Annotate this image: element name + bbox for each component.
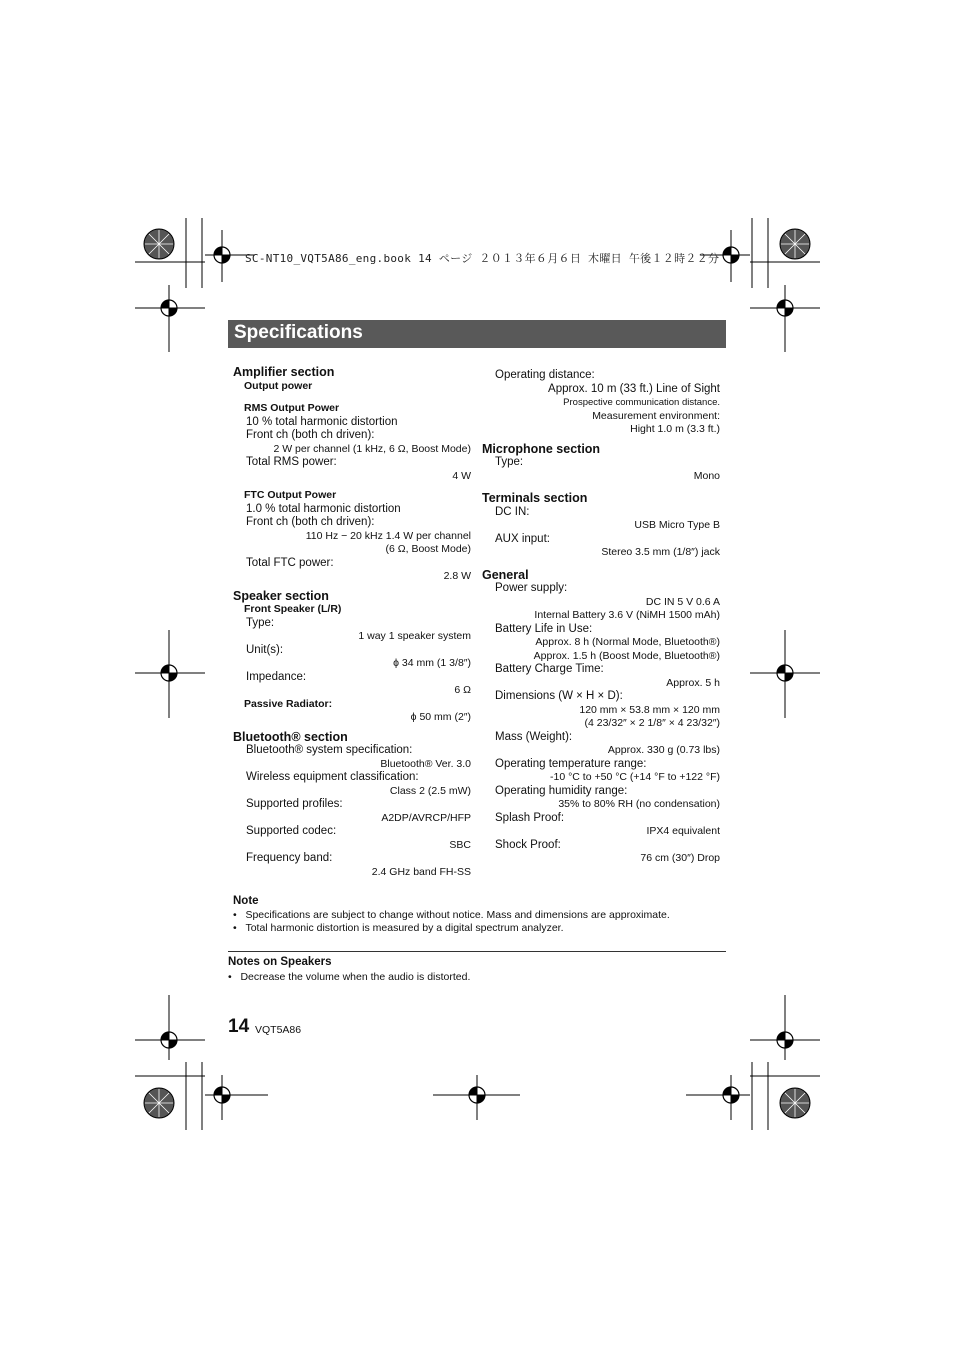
bt-band-value: 2.4 GHz band FH-SS bbox=[371, 865, 471, 878]
temperature-label: Operating temperature range: bbox=[495, 757, 647, 770]
speaker-notes-heading: Notes on Speakers bbox=[228, 956, 332, 968]
battery-life-value-1: Approx. 8 h (Normal Mode, Bluetooth®) bbox=[535, 636, 720, 648]
terminals-heading: Terminals section bbox=[482, 491, 588, 505]
bt-class-label: Wireless equipment classification: bbox=[246, 771, 419, 783]
distance-note-3: Hight 1.0 m (3.3 ft.) bbox=[630, 423, 720, 435]
right-column bbox=[482, 369, 720, 866]
speaker-note-text: Decrease the volume when the audio is distorted. bbox=[240, 971, 471, 983]
dc-in-value: USB Micro Type B bbox=[634, 519, 720, 531]
dimensions-value-2: (4 23/32″ × 2 1/8″ × 4 23/32″) bbox=[584, 717, 720, 729]
aux-value: Stereo 3.5 mm (1/8″) jack bbox=[601, 546, 720, 558]
temperature-value: -10 °C to +50 °C (+14 °F to +122 °F) bbox=[550, 771, 720, 783]
dimensions-label: Dimensions (W × H × D): bbox=[495, 690, 623, 702]
document-code: VQT5A86 bbox=[255, 1024, 302, 1036]
bt-codec-label: Supported codec: bbox=[246, 825, 337, 837]
speaker-type-value: 1 way 1 speaker system bbox=[358, 630, 471, 642]
mass-value: Approx. 330 g (0.73 lbs) bbox=[607, 744, 720, 756]
distance-value: Approx. 10 m (33 ft.) Line of Sight bbox=[548, 382, 720, 395]
divider bbox=[228, 951, 726, 952]
passive-radiator-value: ϕ 50 mm (2″) bbox=[410, 711, 471, 723]
ftc-total-value: 2.8 W bbox=[443, 570, 471, 582]
distance-note-2: Measurement environment: bbox=[592, 409, 720, 422]
amplifier-heading: Amplifier section bbox=[233, 365, 335, 379]
humidity-value: 35% to 80% RH (no condensation) bbox=[558, 798, 720, 810]
ftc-heading: FTC Output Power bbox=[244, 489, 337, 501]
mic-type-value: Mono bbox=[693, 469, 720, 482]
passive-radiator-heading: Passive Radiator: bbox=[244, 697, 333, 710]
speaker-type-label: Type: bbox=[246, 616, 275, 629]
left-column bbox=[233, 366, 471, 879]
ftc-thd: 1.0 % total harmonic distortion bbox=[246, 502, 401, 515]
bt-profiles-label: Supported profiles: bbox=[246, 798, 343, 810]
speaker-heading: Speaker section bbox=[233, 588, 329, 603]
power-value-1: DC IN 5 V 0.6 A bbox=[645, 595, 720, 608]
rms-total-value: 4 W bbox=[452, 469, 471, 482]
bluetooth-heading: Bluetooth® section bbox=[233, 729, 348, 744]
page-number: 14 bbox=[228, 1016, 250, 1037]
rms-thd: 10 % total harmonic distortion bbox=[246, 415, 398, 428]
note-item: • Specifications are subject to change without notice. Mass and dimensions are approximate. bbox=[233, 909, 670, 921]
bt-codec-value: SBC bbox=[449, 838, 471, 851]
bt-profiles-value: A2DP/AVRCP/HFP bbox=[381, 811, 471, 824]
distance-note-1: Prospective communication distance. bbox=[563, 397, 720, 408]
dimensions-value-1: 120 mm × 53.8 mm × 120 mm bbox=[579, 703, 720, 716]
rms-front-value: 2 W per channel (1 kHz, 6 Ω, Boost Mode) bbox=[273, 442, 471, 455]
bt-band-label: Frequency band: bbox=[246, 852, 333, 864]
page-title-bar bbox=[228, 320, 726, 348]
impedance-label: Impedance: bbox=[246, 670, 307, 683]
battery-life-value-2: Approx. 1.5 h (Boost Mode, Bluetooth®) bbox=[533, 649, 720, 662]
shock-value: 76 cm (30″) Drop bbox=[640, 852, 720, 864]
rms-heading: RMS Output Power bbox=[244, 402, 340, 414]
front-speaker-heading: Front Speaker (L/R) bbox=[244, 603, 342, 615]
shock-label: Shock Proof: bbox=[495, 838, 561, 851]
impedance-value: 6 Ω bbox=[454, 684, 471, 696]
splash-value: IPX4 equivalent bbox=[646, 825, 720, 837]
charge-time-label: Battery Charge Time: bbox=[495, 663, 604, 675]
splash-label: Splash Proof: bbox=[495, 811, 565, 824]
speaker-note-item: • Decrease the volume when the audio is distorted. bbox=[228, 971, 471, 983]
charge-time-value: Approx. 5 h bbox=[666, 676, 720, 689]
microphone-heading: Microphone section bbox=[482, 441, 601, 456]
ftc-total-label: Total FTC power: bbox=[246, 556, 334, 569]
ftc-front-value-1: 110 Hz − 20 kHz 1.4 W per channel bbox=[305, 529, 471, 542]
bt-spec-label: Bluetooth® system specification: bbox=[246, 744, 413, 756]
note-item-text: Specifications are subject to change without notice. Mass and dimensions are approximate. bbox=[245, 909, 670, 921]
speaker-unit-value: ϕ 34 mm (1 3/8″) bbox=[393, 657, 471, 669]
power-label: Power supply: bbox=[495, 582, 568, 594]
note-item: • Total harmonic distortion is measured by a digital spectrum analyzer. bbox=[233, 922, 564, 934]
general-heading: General bbox=[482, 567, 529, 582]
battery-life-label: Battery Life in Use: bbox=[495, 622, 593, 635]
humidity-label: Operating humidity range: bbox=[495, 784, 628, 797]
mic-type-label: Type: bbox=[495, 456, 524, 468]
power-value-2: Internal Battery 3.6 V (NiMH 1500 mAh) bbox=[534, 609, 720, 621]
bt-class-value: Class 2 (2.5 mW) bbox=[389, 784, 471, 797]
note-heading: Note bbox=[233, 895, 259, 907]
ftc-front-label: Front ch (both ch driven): bbox=[246, 516, 375, 528]
print-header-line: SC-NT10_VQT5A86_eng.book 14 ページ ２０１３年６月６日 木曜日 午後１２時２２分 bbox=[245, 252, 720, 265]
aux-label: AUX input: bbox=[495, 532, 550, 545]
output-power-heading: Output power bbox=[244, 379, 313, 392]
mass-label: Mass (Weight): bbox=[495, 730, 573, 743]
distance-label: Operating distance: bbox=[495, 369, 595, 381]
rms-front-label: Front ch (both ch driven): bbox=[246, 429, 375, 441]
ftc-front-value-2: (6 Ω, Boost Mode) bbox=[385, 543, 471, 555]
bt-spec-value: Bluetooth® Ver. 3.0 bbox=[380, 757, 471, 770]
note-item-text: Total harmonic distortion is measured by a digital spectrum analyzer. bbox=[245, 922, 564, 934]
page-title: Specifications bbox=[234, 322, 363, 343]
rms-total-label: Total RMS power: bbox=[246, 456, 337, 468]
speaker-unit-label: Unit(s): bbox=[246, 643, 284, 656]
dc-in-label: DC IN: bbox=[495, 505, 530, 518]
